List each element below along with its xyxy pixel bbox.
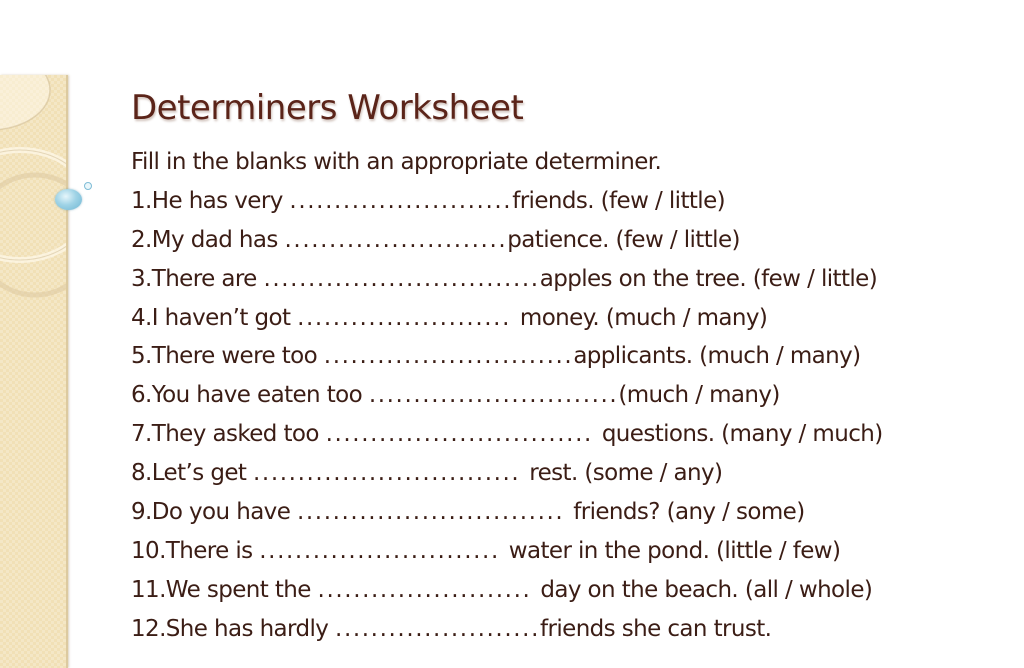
blank-line: ........................ bbox=[297, 304, 520, 331]
exercise-item bbox=[131, 572, 883, 611]
item-text-before: I haven’t got bbox=[151, 304, 298, 331]
item-text-before: My dad has bbox=[151, 226, 285, 253]
exercise-item bbox=[131, 222, 883, 261]
item-text-before: She has hardly bbox=[165, 615, 336, 642]
worksheet-title: Determiners Worksheet bbox=[131, 88, 524, 128]
item-text-before: He has very bbox=[151, 187, 290, 214]
exercise-item bbox=[131, 338, 883, 377]
item-text-after: day on the beach. (all / whole) bbox=[540, 576, 873, 603]
exercise-item bbox=[131, 183, 883, 222]
item-text-after: apples on the tree. (few / little) bbox=[539, 265, 878, 292]
item-text-after: friends. (few / little) bbox=[512, 187, 726, 214]
exercise-item bbox=[131, 300, 883, 339]
item-text-after: applicants. (much / many) bbox=[573, 343, 861, 370]
blank-line: ............................ bbox=[368, 382, 619, 409]
decorative-sidebar bbox=[0, 75, 68, 668]
blank-line: ......................... bbox=[284, 226, 508, 253]
item-text-after: rest. (some / any) bbox=[529, 460, 723, 487]
item-text-before: They asked too bbox=[151, 421, 326, 448]
blank-line: .............................. bbox=[296, 499, 574, 526]
blank-line: ........................ bbox=[317, 576, 541, 603]
item-number: 4. bbox=[131, 304, 152, 331]
blank-line: ............................... bbox=[263, 265, 540, 292]
item-number: 6. bbox=[131, 382, 152, 409]
worksheet-content bbox=[131, 144, 883, 650]
blank-line: ......................... bbox=[289, 187, 513, 214]
item-text-after: questions. (many / much) bbox=[601, 421, 883, 448]
item-number: 2. bbox=[131, 226, 152, 253]
instruction-text: Fill in the blanks with an appropriate determiner. bbox=[131, 149, 662, 175]
swirl-icon bbox=[0, 75, 66, 668]
item-number: 7. bbox=[131, 421, 152, 448]
item-text-before: You have eaten too bbox=[151, 382, 369, 409]
blank-line: ....................... bbox=[335, 615, 540, 642]
item-number: 5. bbox=[131, 343, 152, 370]
item-text-before: There are bbox=[151, 265, 264, 292]
blank-line: ............................ bbox=[323, 343, 574, 370]
item-text-after: patience. (few / little) bbox=[507, 226, 740, 253]
bubble-icon bbox=[55, 189, 82, 210]
exercise-item bbox=[131, 416, 883, 455]
exercise-item bbox=[131, 494, 883, 533]
item-text-before: Let’s get bbox=[151, 460, 254, 487]
exercise-item bbox=[131, 455, 883, 494]
item-number: 1. bbox=[131, 187, 152, 214]
small-bubble-icon bbox=[84, 182, 92, 190]
item-text-after: friends? (any / some) bbox=[573, 499, 805, 526]
exercise-item bbox=[131, 261, 883, 300]
blank-line: ........................... bbox=[259, 537, 509, 564]
item-text-after: (much / many) bbox=[618, 382, 780, 409]
item-number: 11. bbox=[131, 576, 166, 603]
item-number: 9. bbox=[131, 499, 152, 526]
item-text-after: friends she can trust. bbox=[540, 615, 772, 642]
item-number: 12. bbox=[131, 615, 166, 642]
item-number: 10. bbox=[131, 537, 166, 564]
blank-line: .............................. bbox=[325, 421, 602, 448]
item-number: 8. bbox=[131, 460, 152, 487]
exercise-item bbox=[131, 611, 883, 650]
item-text-before: Do you have bbox=[151, 499, 297, 526]
item-text-before: There were too bbox=[151, 343, 324, 370]
item-text-before: There is bbox=[165, 537, 260, 564]
item-text-after: water in the pond. (little / few) bbox=[508, 537, 841, 564]
exercise-item bbox=[131, 533, 883, 572]
exercise-item bbox=[131, 377, 883, 416]
item-number: 3. bbox=[131, 265, 152, 292]
item-text-after: money. (much / many) bbox=[519, 304, 768, 331]
item-text-before: We spent the bbox=[165, 576, 318, 603]
blank-line: .............................. bbox=[253, 460, 530, 487]
